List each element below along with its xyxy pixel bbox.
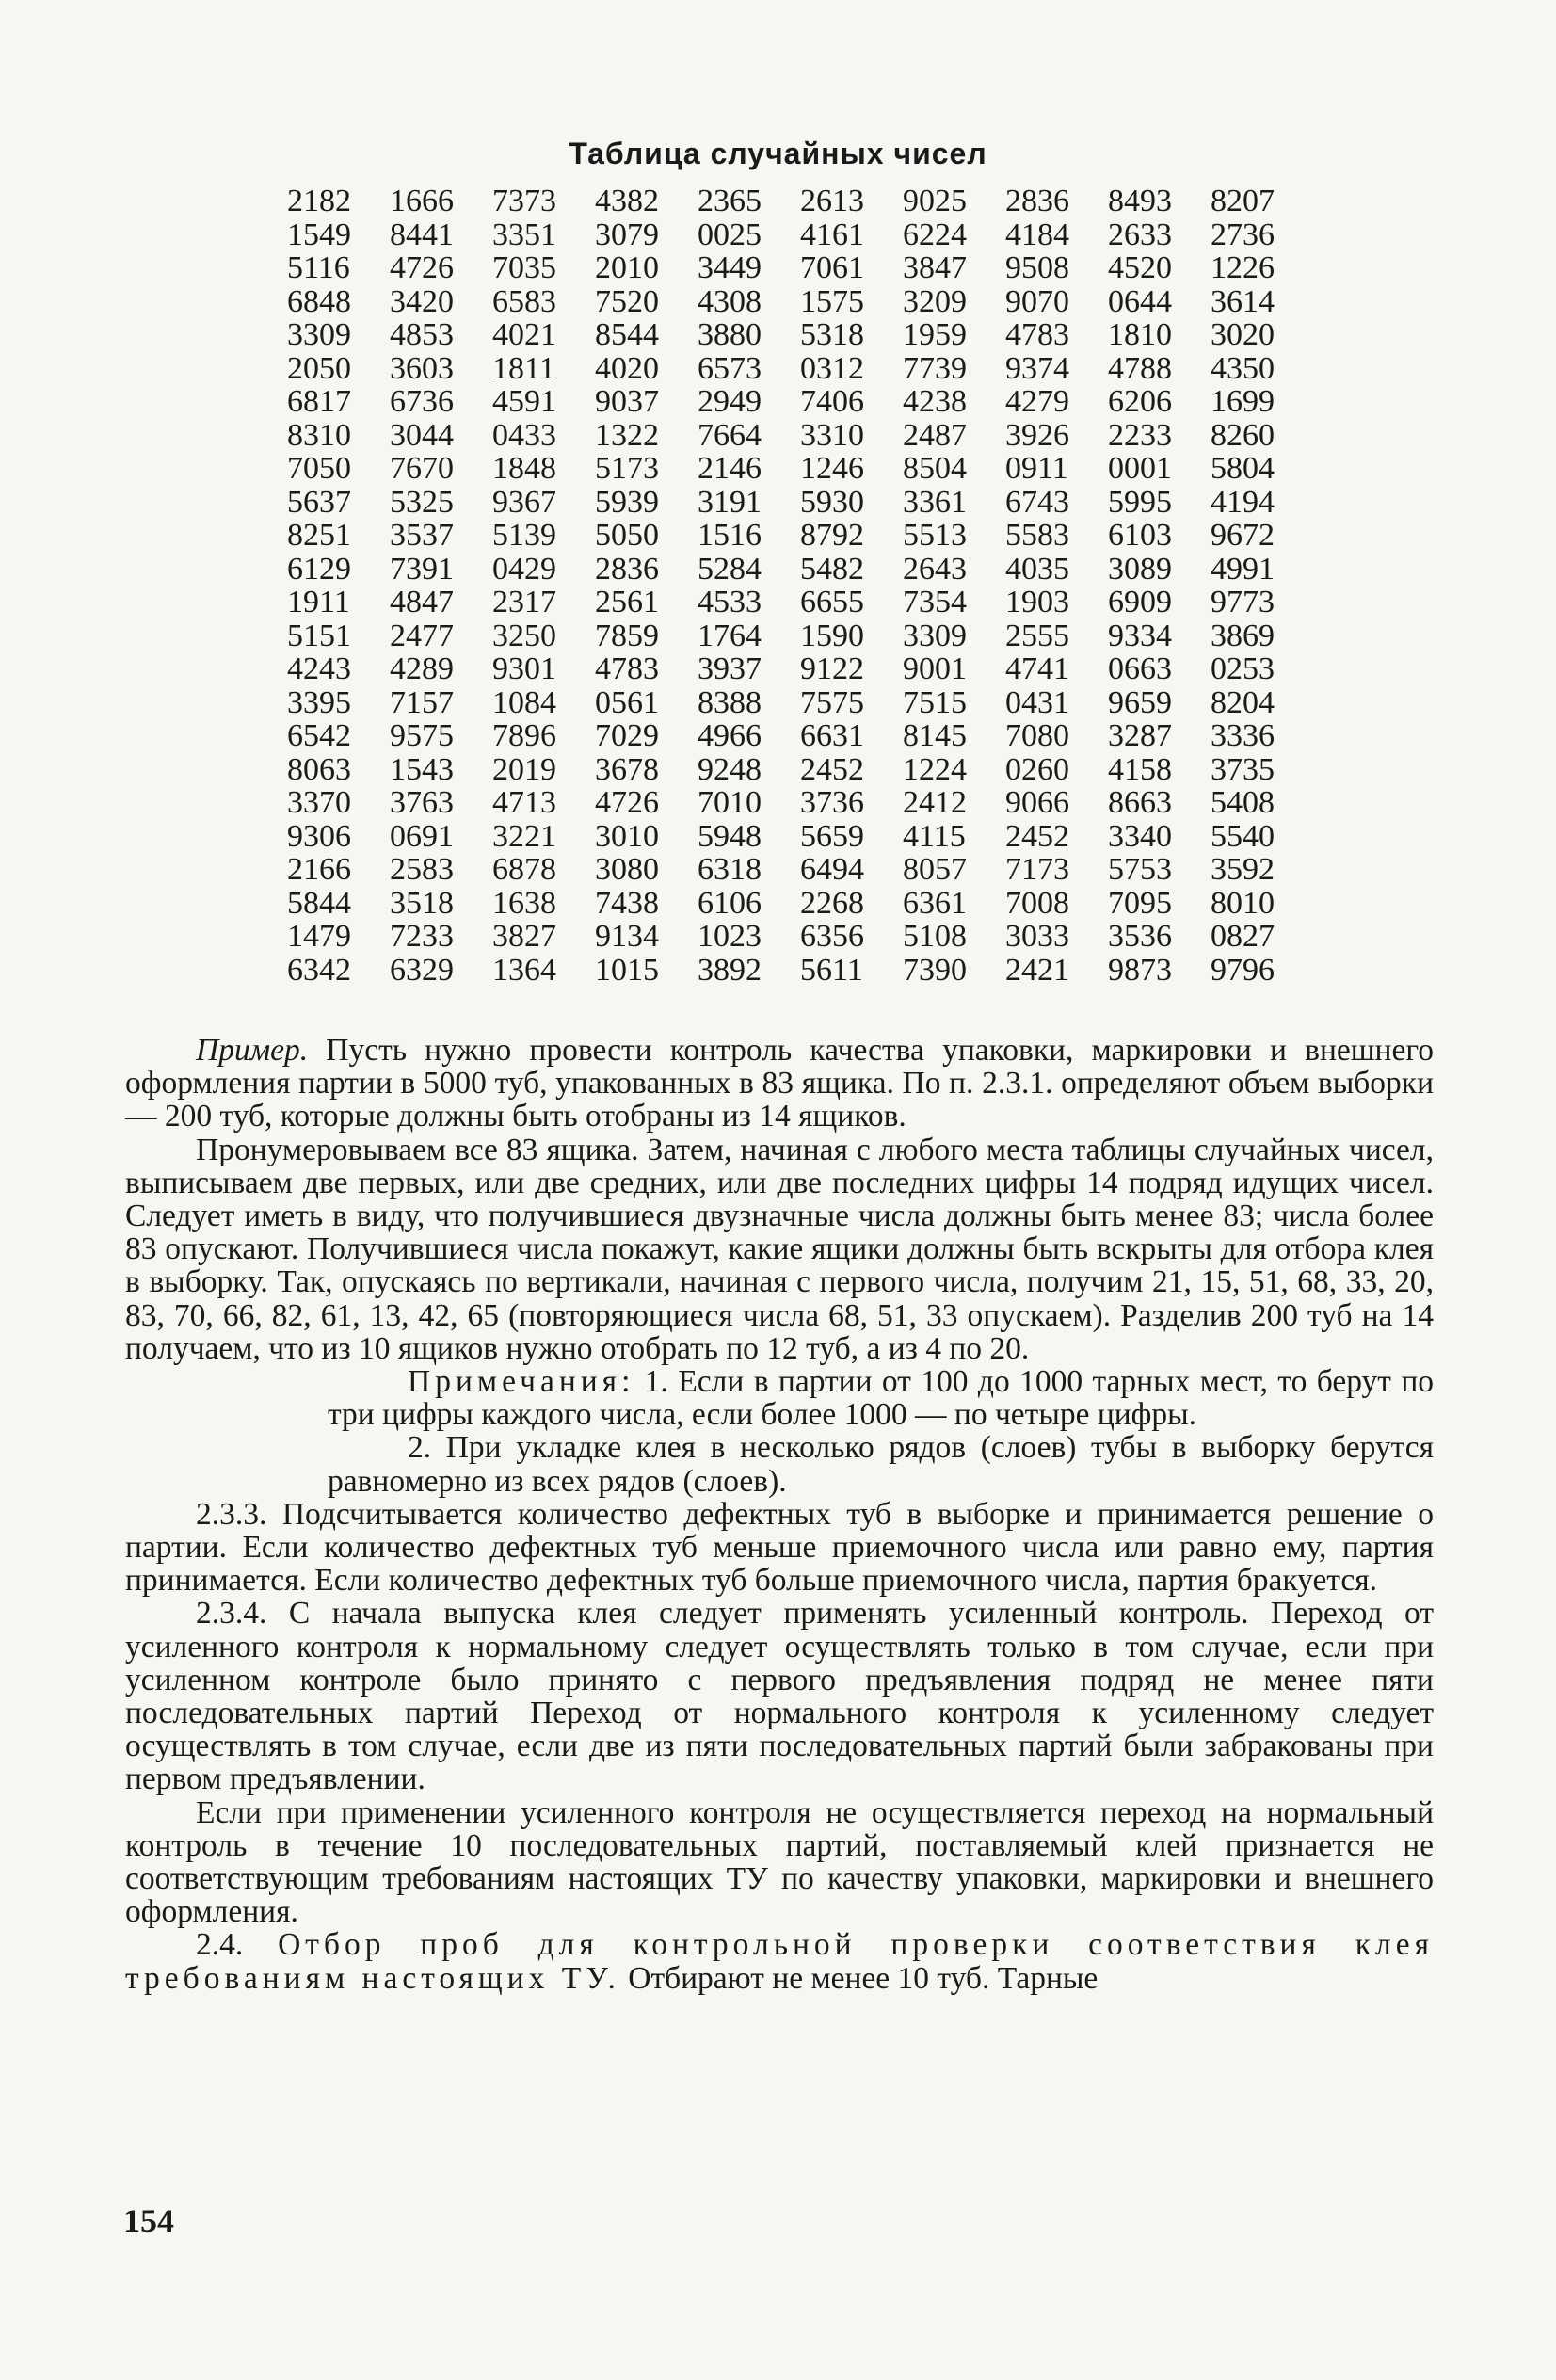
table-cell: 4847 [390, 585, 454, 619]
table-cell: 0025 [698, 217, 762, 252]
table-cell: 3827 [492, 919, 556, 954]
table-cell: 3847 [903, 250, 967, 285]
table-cell: 7008 [1005, 885, 1069, 921]
table-cell: 7670 [390, 451, 454, 486]
table-cell: 8010 [1211, 885, 1275, 921]
table-cell: 7029 [595, 718, 659, 753]
table-cell: 3449 [698, 250, 762, 285]
table-cell: 1848 [492, 451, 556, 486]
table-cell: 1959 [903, 317, 967, 352]
table-row [287, 318, 1313, 352]
table-cell: 5284 [698, 551, 762, 587]
table-cell: 2317 [492, 585, 556, 619]
table-cell: 9306 [287, 818, 351, 854]
table-cell: 0691 [390, 818, 454, 854]
table-cell: 4783 [1005, 317, 1069, 352]
table-row [287, 586, 1313, 619]
paragraph-2-4-rest: Отбирают не менее 10 туб. Тарные [619, 1960, 1099, 1996]
table-cell: 2583 [390, 852, 454, 887]
table-cell: 6736 [390, 384, 454, 419]
table-cell: 7080 [1005, 718, 1069, 753]
table-cell: 1699 [1211, 384, 1275, 419]
table-row [287, 887, 1313, 921]
table-cell: 6573 [698, 350, 762, 386]
table-row [287, 218, 1313, 252]
table-cell: 5948 [698, 818, 762, 854]
example-label: Пример. [196, 1033, 309, 1068]
table-cell: 3221 [492, 818, 556, 854]
table-cell: 2010 [595, 250, 659, 285]
table-cell: 8063 [287, 751, 351, 787]
table-cell: 1903 [1005, 585, 1069, 619]
table-cell: 6655 [800, 585, 864, 619]
body-text [125, 1034, 1434, 1995]
table-cell: 0429 [492, 551, 556, 587]
table-cell: 6583 [492, 283, 556, 319]
table-cell: 4741 [1005, 651, 1069, 686]
table-cell: 7520 [595, 283, 659, 319]
table-cell: 4035 [1005, 551, 1069, 587]
table-cell: 7575 [800, 684, 864, 720]
table-cell: 7896 [492, 718, 556, 753]
table-row [287, 553, 1313, 587]
table-row [287, 486, 1313, 520]
table-cell: 2050 [287, 350, 351, 386]
page-number: 154 [123, 2202, 174, 2240]
table-row [287, 820, 1313, 854]
table-cell: 5108 [903, 919, 967, 954]
table-title: Таблица случайных чисел [569, 137, 987, 170]
table-cell: 8388 [698, 684, 762, 720]
table-cell: 3351 [492, 217, 556, 252]
table-cell: 6103 [1108, 518, 1172, 553]
table-cell: 4279 [1005, 384, 1069, 419]
table-cell: 9070 [1005, 283, 1069, 319]
table-cell: 3518 [390, 885, 454, 921]
table-cell: 1543 [390, 751, 454, 787]
table-cell: 5995 [1108, 484, 1172, 520]
table-cell: 9575 [390, 718, 454, 753]
random-numbers-table [287, 185, 1313, 987]
table-cell: 9001 [903, 651, 967, 686]
table-cell: 4194 [1211, 484, 1275, 520]
table-cell: 9508 [1005, 250, 1069, 285]
table-cell: 8207 [1211, 184, 1275, 218]
table-cell: 6318 [698, 852, 762, 887]
table-cell: 5139 [492, 518, 556, 553]
table-cell: 1764 [698, 618, 762, 653]
table-cell: 3370 [287, 785, 351, 820]
table-cell: 2233 [1108, 417, 1172, 453]
table-cell: 6631 [800, 718, 864, 753]
table-cell: 7515 [903, 684, 967, 720]
table-cell: 7390 [903, 952, 967, 988]
table-cell: 7173 [1005, 852, 1069, 887]
table-cell: 4853 [390, 317, 454, 352]
table-cell: 1023 [698, 919, 762, 954]
table-cell: 8251 [287, 518, 351, 553]
table-cell: 2166 [287, 852, 351, 887]
table-cell: 6542 [287, 718, 351, 753]
table-row [287, 285, 1313, 319]
paragraph-normal-control: Если при применении усиленного контроля не осуществляется переход на нормальный контроль в течение 10 последовательных партий, поставляемый клей признается не соответствующим требованиям настоящих ТУ по качеству упаковки, маркировки и внешнего оформления. [125, 1794, 1434, 1930]
table-cell: 6106 [698, 885, 762, 921]
table-cell: 5482 [800, 551, 864, 587]
table-cell: 0431 [1005, 684, 1069, 720]
table-cell: 2452 [1005, 818, 1069, 854]
table-cell: 0433 [492, 417, 556, 453]
table-cell: 4021 [492, 317, 556, 352]
table-cell: 3336 [1211, 718, 1275, 753]
table-cell: 2643 [903, 551, 967, 587]
table-row [287, 786, 1313, 820]
table-cell: 3735 [1211, 751, 1275, 787]
table-cell: 0644 [1108, 283, 1172, 319]
table-cell: 7095 [1108, 885, 1172, 921]
table-cell: 2477 [390, 618, 454, 653]
table-cell: 2146 [698, 451, 762, 486]
table-cell: 2421 [1005, 952, 1069, 988]
table-cell: 2949 [698, 384, 762, 419]
table-cell: 9334 [1108, 618, 1172, 653]
table-row [287, 251, 1313, 285]
table-row [287, 920, 1313, 954]
table-cell: 3287 [1108, 718, 1172, 753]
table-cell: 2613 [800, 184, 864, 218]
table-cell: 0827 [1211, 919, 1275, 954]
table-cell: 1084 [492, 684, 556, 720]
table-cell: 1224 [903, 751, 967, 787]
notes-label: Примечания: [408, 1364, 635, 1400]
table-cell: 9773 [1211, 585, 1275, 619]
table-row [287, 619, 1313, 653]
table-cell: 9066 [1005, 785, 1069, 820]
note-1 [328, 1365, 1434, 1431]
table-cell: 9796 [1211, 952, 1275, 988]
table-cell: 1666 [390, 184, 454, 218]
table-cell: 3089 [1108, 551, 1172, 587]
table-cell: 3603 [390, 350, 454, 386]
table-cell: 2182 [287, 184, 351, 218]
table-cell: 4243 [287, 651, 351, 686]
table-cell: 1590 [800, 618, 864, 653]
table-cell: 6743 [1005, 484, 1069, 520]
table-cell: 1575 [800, 283, 864, 319]
table-cell: 6848 [287, 283, 351, 319]
table-cell: 5804 [1211, 451, 1275, 486]
table-cell: 1364 [492, 952, 556, 988]
table-cell: 3395 [287, 684, 351, 720]
note-1-text: 1. Если в партии от 100 до 1000 тарных мест, то берут по три цифры каждого числа, если более 1000 — по четыре цифры. [328, 1364, 1434, 1433]
table-cell: 4533 [698, 585, 762, 619]
table-cell: 3763 [390, 785, 454, 820]
table-cell: 6342 [287, 952, 351, 988]
table-cell: 9659 [1108, 684, 1172, 720]
table-cell: 5116 [287, 250, 350, 285]
table-cell: 7664 [698, 417, 762, 453]
table-cell: 1479 [287, 919, 351, 954]
table-cell: 1549 [287, 217, 351, 252]
table-cell: 3736 [800, 785, 864, 820]
table-cell: 1015 [595, 952, 659, 988]
table-cell: 8544 [595, 317, 659, 352]
table-cell: 5583 [1005, 518, 1069, 553]
table-cell: 4726 [595, 785, 659, 820]
table-cell: 5540 [1211, 818, 1275, 854]
table-cell: 6129 [287, 551, 351, 587]
table-cell: 4308 [698, 283, 762, 319]
table-cell: 3250 [492, 618, 556, 653]
table-cell: 9367 [492, 484, 556, 520]
table-cell: 2836 [1005, 184, 1069, 218]
table-row [287, 385, 1313, 419]
table-cell: 1638 [492, 885, 556, 921]
table-cell: 5611 [800, 952, 863, 988]
table-cell: 5050 [595, 518, 659, 553]
table-cell: 2365 [698, 184, 762, 218]
table-row [287, 452, 1313, 486]
table-cell: 5637 [287, 484, 351, 520]
table-cell: 4289 [390, 651, 454, 686]
table-cell: 3880 [698, 317, 762, 352]
table-cell: 5408 [1211, 785, 1275, 820]
table-cell: 8504 [903, 451, 967, 486]
table-cell: 7035 [492, 250, 556, 285]
table-cell: 4238 [903, 384, 967, 419]
table-cell: 2268 [800, 885, 864, 921]
table-cell: 2487 [903, 417, 967, 453]
table-cell: 0001 [1108, 451, 1172, 486]
table-cell: 1226 [1211, 250, 1275, 285]
table-cell: 4783 [595, 651, 659, 686]
table-cell: 3044 [390, 417, 454, 453]
table-cell: 9672 [1211, 518, 1275, 553]
table-cell: 4161 [800, 217, 864, 252]
table-cell: 7061 [800, 250, 864, 285]
table-cell: 7157 [390, 684, 454, 720]
table-cell: 0312 [800, 350, 864, 386]
table-cell: 4991 [1211, 551, 1275, 587]
table-cell: 1246 [800, 451, 864, 486]
table-cell: 0911 [1005, 451, 1068, 486]
table-cell: 4350 [1211, 350, 1275, 386]
table-cell: 0561 [595, 684, 659, 720]
table-cell: 8057 [903, 852, 967, 887]
table-cell: 3309 [287, 317, 351, 352]
table-cell: 5151 [287, 618, 351, 653]
table-cell: 6817 [287, 384, 351, 419]
table-cell: 3340 [1108, 818, 1172, 854]
table-cell: 3209 [903, 283, 967, 319]
table-row [287, 686, 1313, 720]
table-row [287, 419, 1313, 453]
table-cell: 6329 [390, 952, 454, 988]
table-row [287, 185, 1313, 218]
table-cell: 6909 [1108, 585, 1172, 619]
paragraph-2-3-4: 2.3.4. С начала выпуска клея следует применять усиленный контроль. Переход от усиленного контроля к нормальному следует осуществлять только в том случае, если при усиленном контроле было принято с первого предъявления подряд не менее пяти последовательных партий Переход от нормального контроля к усиленному следует осуществлять в том случае, если две из пяти последовательных партий были забракованы при первом предъявлении. [125, 1596, 1434, 1797]
table-cell: 3080 [595, 852, 659, 887]
table-cell: 4520 [1108, 250, 1172, 285]
table-cell: 4020 [595, 350, 659, 386]
table-row [287, 519, 1313, 553]
table-cell: 0663 [1108, 651, 1172, 686]
table-cell: 9248 [698, 751, 762, 787]
table-cell: 4788 [1108, 350, 1172, 386]
table-cell: 3361 [903, 484, 967, 520]
table-cell: 7354 [903, 585, 967, 619]
table-cell: 4713 [492, 785, 556, 820]
table-cell: 8310 [287, 417, 351, 453]
table-cell: 3033 [1005, 919, 1069, 954]
table-cell: 9037 [595, 384, 659, 419]
table-cell: 3420 [390, 283, 454, 319]
table-cell: 4591 [492, 384, 556, 419]
table-cell: 7739 [903, 350, 967, 386]
table-row [287, 954, 1313, 988]
table-cell: 5659 [800, 818, 864, 854]
table-cell: 9025 [903, 184, 967, 218]
table-cell: 3592 [1211, 852, 1275, 887]
table-cell: 1810 [1108, 317, 1172, 352]
table-cell: 3309 [903, 618, 967, 653]
table-cell: 5318 [800, 317, 864, 352]
table-cell: 5844 [287, 885, 351, 921]
table-cell: 4115 [903, 818, 966, 854]
table-cell: 4726 [390, 250, 454, 285]
table-cell: 8663 [1108, 785, 1172, 820]
table-cell: 5513 [903, 518, 967, 553]
table-row [287, 753, 1313, 787]
table-cell: 8493 [1108, 184, 1172, 218]
table-cell: 5325 [390, 484, 454, 520]
table-cell: 9374 [1005, 350, 1069, 386]
paragraph-2-4-number: 2.4. [196, 1927, 244, 1963]
table-cell: 6878 [492, 852, 556, 887]
table-cell: 8204 [1211, 684, 1275, 720]
table-cell: 3892 [698, 952, 762, 988]
table-cell: 7233 [390, 919, 454, 954]
table-cell: 5939 [595, 484, 659, 520]
table-cell: 2412 [903, 785, 967, 820]
table-cell: 9873 [1108, 952, 1172, 988]
table-cell: 2555 [1005, 618, 1069, 653]
paragraph-2-4-heading: Отбор проб для контрольной проверки соответствия клея требованиям настоящих ТУ. [125, 1927, 1434, 1996]
paragraph-2-4 [125, 1928, 1434, 1994]
table-cell: 9134 [595, 919, 659, 954]
table-cell: 1911 [287, 585, 350, 619]
table-cell: 3926 [1005, 417, 1069, 453]
table-cell: 5173 [595, 451, 659, 486]
table-cell: 6356 [800, 919, 864, 954]
table-cell: 8260 [1211, 417, 1275, 453]
table-cell: 3079 [595, 217, 659, 252]
table-cell: 6224 [903, 217, 967, 252]
table-cell: 7050 [287, 451, 351, 486]
table-cell: 3010 [595, 818, 659, 854]
table-cell: 9122 [800, 651, 864, 686]
table-cell: 2736 [1211, 217, 1275, 252]
table-row [287, 853, 1313, 887]
paragraph-2-3-3: 2.3.3. Подсчитывается количество дефектных туб в выборке и принимается решение о партии. Если количество дефектных туб меньше приемочного числа или равно ему, партия принимается. Если количество дефектных туб больше приемочного числа, партия бракуется. [125, 1496, 1434, 1599]
note-2: 2. При укладке клея в несколько рядов (слоев) тубы в выборку берутся равномерно из всех рядов (слоев). [328, 1430, 1434, 1499]
table-cell: 4382 [595, 184, 659, 218]
table-cell: 3678 [595, 751, 659, 787]
table-cell: 2561 [595, 585, 659, 619]
table-row [287, 652, 1313, 686]
table-row [287, 719, 1313, 753]
table-cell: 3310 [800, 417, 864, 453]
table-cell: 1516 [698, 518, 762, 553]
table-cell: 5753 [1108, 852, 1172, 887]
example-paragraph [125, 1034, 1434, 1134]
table-cell: 3536 [1108, 919, 1172, 954]
table-cell: 8441 [390, 217, 454, 252]
table-cell: 7859 [595, 618, 659, 653]
table-cell: 3020 [1211, 317, 1275, 352]
table-cell: 2836 [595, 551, 659, 587]
table-cell: 8145 [903, 718, 967, 753]
table-cell: 9301 [492, 651, 556, 686]
table-cell: 7010 [698, 785, 762, 820]
table-cell: 1811 [492, 350, 555, 386]
table-cell: 3937 [698, 651, 762, 686]
table-cell: 5930 [800, 484, 864, 520]
table-cell: 3869 [1211, 618, 1275, 653]
table-cell: 4184 [1005, 217, 1069, 252]
example-body: Пусть нужно провести контроль качества упаковки, маркировки и внешнего оформления партии в 5000 туб, упакованных в 83 ящика. По п. 2.3.1. определяют объем выборки — 200 туб, которые должны быть отобраны из 14 ящиков. [125, 1033, 1434, 1134]
table-cell: 3537 [390, 518, 454, 553]
table-cell: 6206 [1108, 384, 1172, 419]
table-cell: 6494 [800, 852, 864, 887]
table-cell: 4966 [698, 718, 762, 753]
table-cell: 0253 [1211, 651, 1275, 686]
table-cell: 7438 [595, 885, 659, 921]
table-cell: 2452 [800, 751, 864, 787]
table-cell: 0260 [1005, 751, 1069, 787]
table-row [287, 352, 1313, 386]
numbering-paragraph: Пронумеровываем все 83 ящика. Затем, начиная с любого места таблицы случайных чисел, выписываем две первых, или две средних, или две последних цифры 14 подряд идущих чисел. Следует иметь в виду, что получившиеся двузначные числа должны быть менее 83; числа более 83 опускают. Получившиеся числа покажут, какие ящики должны быть вскрыты для отбора клея в выборку. Так, опускаясь по вертикали, начиная с первого числа, получим 21, 15, 51, 68, 33, 20, 83, 70, 66, 82, 61, 13, 42, 65 (повторяющиеся числа 68, 51, 33 опускаем). Разделив 200 туб на 14 получаем, что из 10 ящиков нужно отобрать по 12 туб, а из 4 по 20. [125, 1132, 1434, 1366]
table-cell: 1322 [595, 417, 659, 453]
table-cell: 7373 [492, 184, 556, 218]
table-cell: 6361 [903, 885, 967, 921]
table-cell: 4158 [1108, 751, 1172, 787]
table-cell: 7406 [800, 384, 864, 419]
table-cell: 3614 [1211, 283, 1275, 319]
table-cell: 2633 [1108, 217, 1172, 252]
table-cell: 2019 [492, 751, 556, 787]
table-cell: 7391 [390, 551, 454, 587]
table-cell: 8792 [800, 518, 864, 553]
table-cell: 3191 [698, 484, 762, 520]
